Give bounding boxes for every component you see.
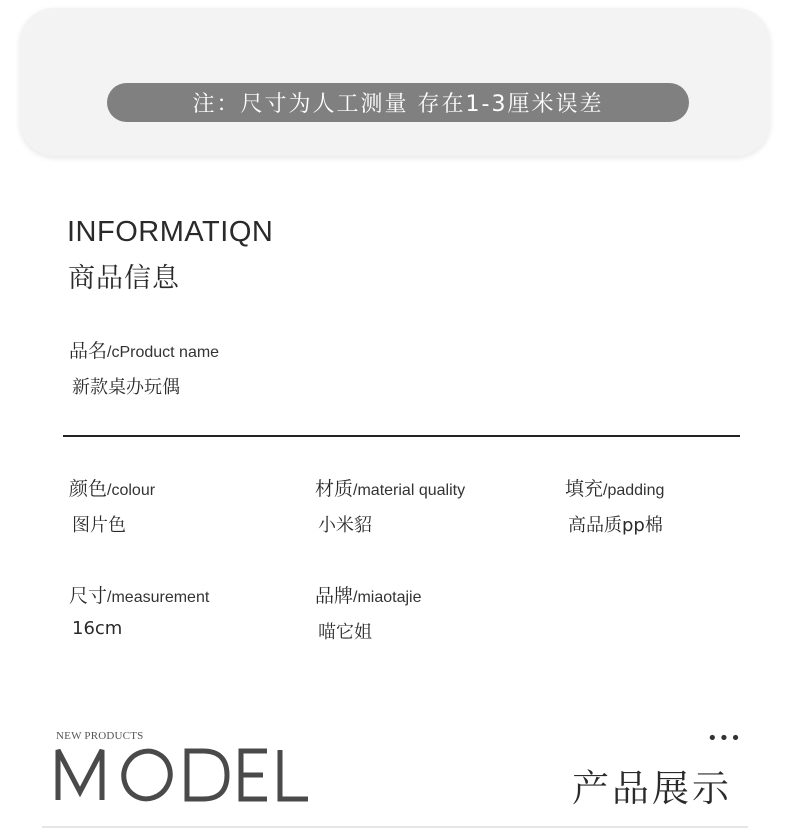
label-cn: 品牌	[315, 585, 354, 607]
field-brand	[315, 587, 422, 644]
field-label	[315, 587, 422, 606]
colour-value: 图片色	[72, 515, 126, 536]
section-divider	[63, 435, 740, 437]
field-product-name	[69, 342, 219, 399]
label-en: /material quality	[353, 482, 466, 499]
material-value: 小米貂	[318, 515, 372, 536]
measurement-value: 16cm	[72, 618, 123, 639]
label-cn: 填充	[565, 478, 604, 500]
model-logo	[55, 746, 311, 802]
field-padding	[565, 480, 664, 537]
field-label	[69, 587, 209, 606]
label-cn: 材质	[315, 478, 354, 500]
label-en: /miaotajie	[353, 589, 422, 606]
product-showcase-title: 产品展示	[572, 767, 732, 810]
info-heading-en: INFORMATIQN	[67, 216, 274, 248]
info-heading-cn: 商品信息	[68, 263, 180, 294]
ellipsis-icon: •••	[707, 728, 742, 749]
label-cn: 品名	[69, 340, 108, 362]
padding-value: 高品质pp棉	[568, 515, 663, 536]
measurement-notice: 注：尺寸为人工测量 存在1-3厘米误差	[107, 83, 689, 122]
field-label	[69, 480, 155, 499]
field-material	[315, 480, 465, 537]
label-cn: 尺寸	[69, 585, 108, 607]
field-measurement	[69, 587, 209, 639]
label-cn: 颜色	[69, 478, 108, 500]
label-en: /cProduct name	[107, 344, 220, 361]
notice-card	[20, 8, 770, 156]
label-en: /colour	[107, 482, 156, 499]
bottom-divider	[42, 826, 748, 828]
field-colour	[69, 480, 155, 537]
product-name-value: 新款桌办玩偶	[72, 377, 180, 398]
label-en: /padding	[603, 482, 665, 499]
field-label	[69, 342, 219, 361]
label-en: /measurement	[107, 589, 210, 606]
brand-value: 喵它姐	[318, 622, 372, 643]
field-label	[315, 480, 465, 499]
field-label	[565, 480, 664, 499]
new-products-label: NEW PRODUCTS	[56, 730, 144, 742]
